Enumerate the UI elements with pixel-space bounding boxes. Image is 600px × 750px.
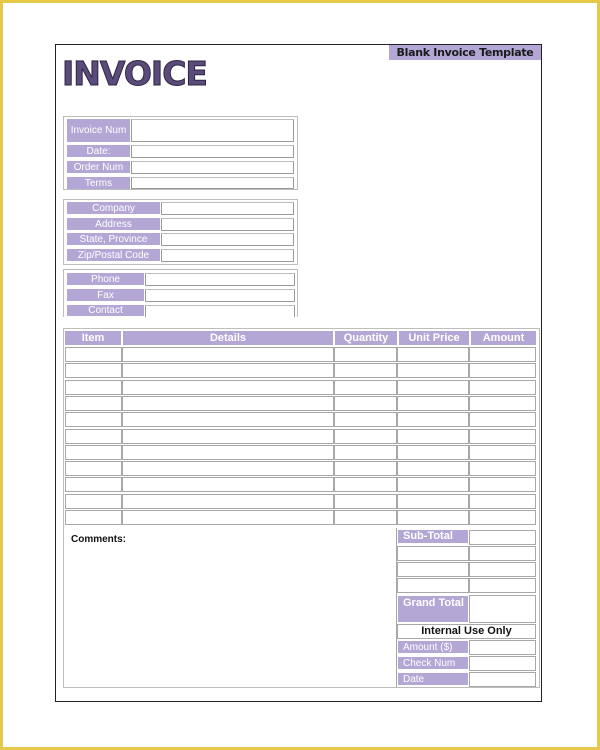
summary-blank-field-1[interactable] (469, 546, 536, 561)
address-field[interactable] (161, 218, 294, 231)
cell-details[interactable] (122, 445, 334, 460)
column-header-item: Item (65, 331, 121, 345)
cell-unit-price[interactable] (397, 477, 469, 492)
terms-field[interactable] (131, 177, 294, 189)
cell-quantity[interactable] (334, 396, 397, 411)
summary-blank-field-2[interactable] (469, 562, 536, 577)
cell-quantity[interactable] (334, 429, 397, 444)
cell-item[interactable] (65, 380, 122, 395)
comments-label: Comments: (71, 534, 127, 545)
cell-quantity[interactable] (334, 477, 397, 492)
template-title: Blank Invoice Template (389, 45, 541, 60)
amount-field[interactable] (469, 640, 536, 655)
cell-amount[interactable] (469, 347, 536, 362)
cell-details[interactable] (122, 363, 334, 378)
cell-details[interactable] (122, 380, 334, 395)
cell-quantity[interactable] (334, 461, 397, 476)
cell-unit-price[interactable] (397, 461, 469, 476)
zip-label: Zip/Postal Code (67, 249, 160, 261)
cell-amount[interactable] (469, 510, 536, 525)
cell-item[interactable] (65, 412, 122, 427)
cell-item[interactable] (65, 445, 122, 460)
invoice-heading: INVOICE (62, 54, 207, 93)
company-field[interactable] (161, 202, 294, 215)
cell-details[interactable] (122, 477, 334, 492)
cell-quantity[interactable] (334, 494, 397, 509)
cell-details[interactable] (122, 412, 334, 427)
cell-amount[interactable] (469, 494, 536, 509)
cell-item[interactable] (65, 494, 122, 509)
cell-item[interactable] (65, 461, 122, 476)
address-label: Address (67, 218, 160, 230)
phone-label: Phone (67, 273, 144, 285)
cell-amount[interactable] (469, 412, 536, 427)
summary-blank-label-2 (397, 562, 469, 577)
summary-blank-label-1 (397, 546, 469, 561)
fax-field[interactable] (145, 289, 295, 302)
cell-unit-price[interactable] (397, 510, 469, 525)
cell-item[interactable] (65, 429, 122, 444)
cell-quantity[interactable] (334, 347, 397, 362)
cell-amount[interactable] (469, 396, 536, 411)
cell-details[interactable] (122, 461, 334, 476)
company-label: Company (67, 202, 160, 214)
column-header-unit-price: Unit Price (399, 331, 469, 345)
contact-field[interactable] (145, 305, 295, 317)
invoice-num-field[interactable] (131, 119, 294, 142)
summary-blank-field-3[interactable] (469, 578, 536, 593)
grand-total-label: Grand Total (398, 596, 468, 622)
grand-total-field[interactable] (469, 595, 536, 623)
cell-quantity[interactable] (334, 363, 397, 378)
date-paid-label: Date (398, 673, 468, 685)
cell-amount[interactable] (469, 477, 536, 492)
cell-item[interactable] (65, 510, 122, 525)
subtotal-label: Sub-Total (398, 530, 468, 543)
column-header-details: Details (123, 331, 333, 345)
cell-quantity[interactable] (334, 445, 397, 460)
terms-label: Terms (67, 177, 130, 189)
cell-unit-price[interactable] (397, 396, 469, 411)
cell-quantity[interactable] (334, 510, 397, 525)
date-paid-field[interactable] (469, 672, 536, 687)
comments-area[interactable] (65, 546, 395, 686)
cell-details[interactable] (122, 347, 334, 362)
column-header-quantity: Quantity (335, 331, 397, 345)
cell-quantity[interactable] (334, 380, 397, 395)
contact-label: Contact (67, 305, 144, 316)
state-field[interactable] (161, 233, 294, 246)
cell-details[interactable] (122, 494, 334, 509)
state-label: State, Province (67, 233, 160, 245)
cell-amount[interactable] (469, 429, 536, 444)
zip-field[interactable] (161, 249, 294, 262)
cell-unit-price[interactable] (397, 445, 469, 460)
amount-label: Amount ($) (398, 641, 468, 653)
cell-item[interactable] (65, 347, 122, 362)
phone-field[interactable] (145, 273, 295, 286)
cell-details[interactable] (122, 510, 334, 525)
date-field[interactable] (131, 145, 294, 158)
fax-label: Fax (67, 289, 144, 301)
cell-item[interactable] (65, 396, 122, 411)
cell-unit-price[interactable] (397, 363, 469, 378)
summary-divider (396, 528, 397, 687)
cell-unit-price[interactable] (397, 429, 469, 444)
cell-item[interactable] (65, 477, 122, 492)
cell-quantity[interactable] (334, 412, 397, 427)
date-label: Date: (67, 145, 130, 157)
cell-amount[interactable] (469, 461, 536, 476)
order-num-label: Order Num (67, 161, 130, 173)
subtotal-field[interactable] (469, 530, 536, 545)
check-num-field[interactable] (469, 656, 536, 671)
invoice-num-label: Invoice Num (67, 119, 130, 142)
cell-unit-price[interactable] (397, 494, 469, 509)
cell-unit-price[interactable] (397, 347, 469, 362)
cell-amount[interactable] (469, 445, 536, 460)
column-header-amount: Amount (471, 331, 536, 345)
cell-amount[interactable] (469, 363, 536, 378)
cell-details[interactable] (122, 429, 334, 444)
summary-blank-label-3 (397, 578, 469, 593)
cell-amount[interactable] (469, 380, 536, 395)
order-num-field[interactable] (131, 161, 294, 174)
cell-item[interactable] (65, 363, 122, 378)
cell-details[interactable] (122, 396, 334, 411)
check-num-label: Check Num (398, 657, 468, 669)
cell-unit-price[interactable] (397, 412, 469, 427)
internal-use-heading: Internal Use Only (397, 624, 536, 639)
cell-unit-price[interactable] (397, 380, 469, 395)
